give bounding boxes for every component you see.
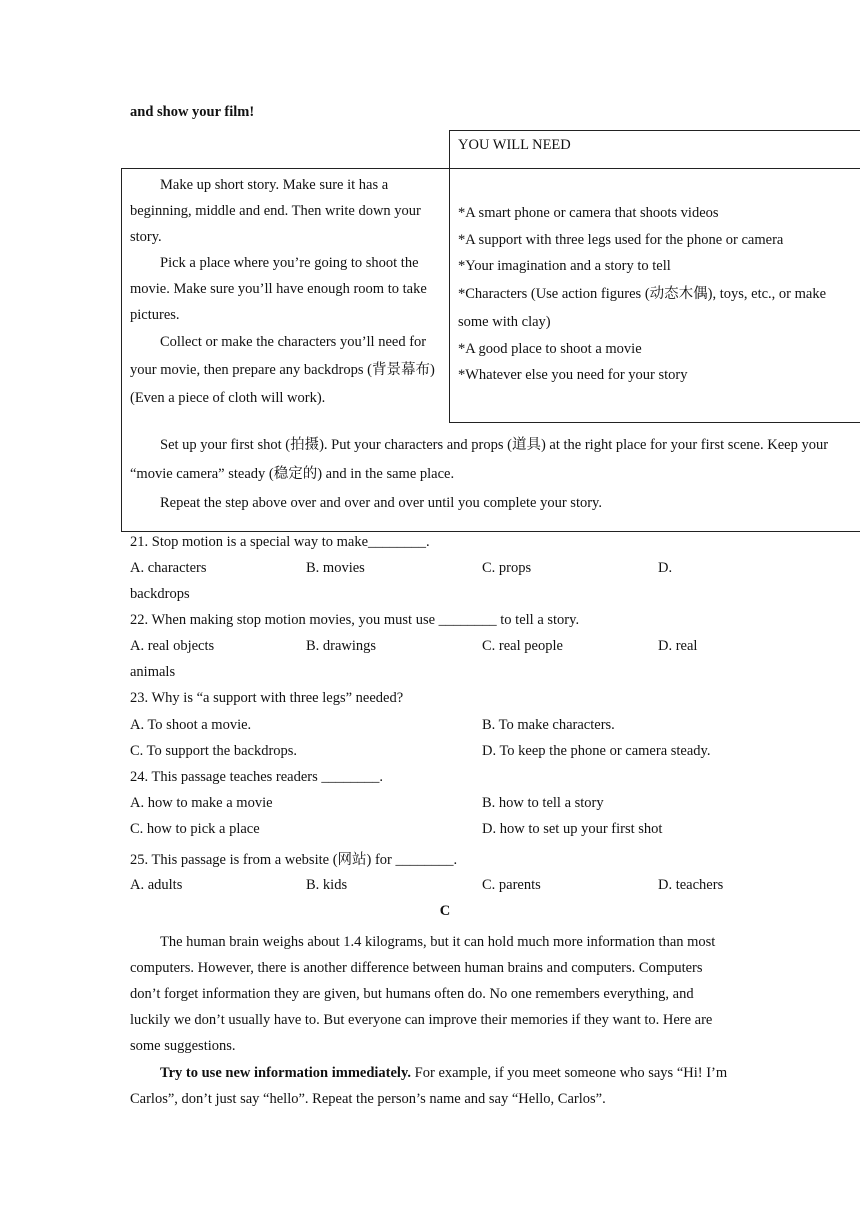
- option-d: D. how to set up your first shot: [482, 821, 663, 837]
- option-b: B. how to tell a story: [482, 795, 604, 811]
- option-c: C. To support the backdrops.: [130, 743, 298, 759]
- steps-column: [130, 172, 442, 412]
- option-b: B. drawings: [306, 638, 377, 654]
- question-21: 21. Stop motion is a special way to make________.: [130, 534, 430, 550]
- option-a: A. characters: [130, 560, 207, 576]
- section-c-paragraph-1: The human brain weighs about 1.4 kilograms, but it can hold much more information than most computers. However, there is another difference between human brains and computers. Computers don’t forget information they are given, but humans often do. No one remembers everything, and luckily we don’t usually have to. But everyone can improve their memories if they want to. Here are some suggestions.: [130, 934, 716, 1054]
- option-a: A. real objects: [130, 638, 215, 654]
- step-2: Pick a place where you’re going to shoot the movie. Make sure you’ll have enough room to take pictures.: [130, 255, 427, 323]
- option-a: A. To shoot a movie.: [130, 717, 252, 733]
- question-23: 23. Why is “a support with three legs” needed?: [130, 690, 404, 706]
- need-item: *A support with three legs used for the phone or camera: [458, 231, 784, 248]
- need-item: *A good place to shoot a movie: [458, 340, 642, 357]
- table-border-left: [121, 168, 122, 531]
- table-header: YOU WILL NEED: [458, 137, 571, 153]
- option-a: A. adults: [130, 877, 183, 893]
- option-d-wrap: animals: [130, 664, 176, 680]
- need-item: *Whatever else you need for your story: [458, 367, 688, 383]
- option-d: D. To keep the phone or camera steady.: [482, 743, 711, 759]
- step-4: Set up your first shot (拍摄). Put your characters and props (道具) at the right place for your first scene. Keep your “movie camera” steady (稳定的) and in the same place.: [130, 437, 829, 482]
- option-d: D. real: [658, 638, 698, 654]
- bottom-steps: [130, 431, 860, 518]
- question-25: 25. This passage is from a website (网站) for ________.: [130, 852, 458, 868]
- suggestion-heading: Try to use new information immediately.: [160, 1065, 412, 1081]
- needs-column: [458, 200, 856, 389]
- option-d-wrap: backdrops: [130, 586, 190, 602]
- section-c-paragraph-2: [130, 1060, 735, 1112]
- question-24: 24. This passage teaches readers ________.: [130, 769, 384, 785]
- intro-tail: and show your film!: [130, 104, 255, 120]
- option-b: B. To make characters.: [482, 717, 615, 733]
- option-b: B. kids: [306, 877, 348, 893]
- option-c: C. parents: [482, 877, 541, 893]
- table-border-middle: [449, 130, 450, 423]
- table-border-header: [121, 168, 860, 169]
- suggestion-body: For example, if you meet someone who says “Hi! I’m Carlos”, don’t just say “hello”. Repeat the person’s name and say “Hello, Carlos”.: [130, 1065, 728, 1107]
- table-border-top: [449, 130, 860, 131]
- option-b: B. movies: [306, 560, 365, 576]
- question-22: 22. When making stop motion movies, you must use ________ to tell a story.: [130, 612, 580, 628]
- need-item: *A smart phone or camera that shoots videos: [458, 205, 719, 221]
- step-5: Repeat the step above over and over and over until you complete your story.: [160, 495, 602, 511]
- option-c: C. props: [482, 560, 532, 576]
- option-c: C. how to pick a place: [130, 821, 260, 837]
- need-item: *Characters (Use action figures (动态木偶), toys, etc., or make some with clay): [458, 285, 827, 330]
- need-item: *Your imagination and a story to tell: [458, 258, 671, 274]
- option-a: A. how to make a movie: [130, 795, 273, 811]
- option-d: D. teachers: [658, 877, 724, 893]
- option-d: D.: [658, 560, 673, 576]
- section-heading: C: [439, 903, 451, 919]
- table-border-bottom: [121, 531, 860, 532]
- step-3: Collect or make the characters you’ll need for your movie, then prepare any backdrops (背景幕布) (Even a piece of cloth will work).: [130, 334, 435, 406]
- table-border-needs-bottom: [449, 422, 860, 423]
- step-1: Make up short story. Make sure it has a beginning, middle and end. Then write down your story.: [130, 177, 421, 245]
- option-c: C. real people: [482, 638, 563, 654]
